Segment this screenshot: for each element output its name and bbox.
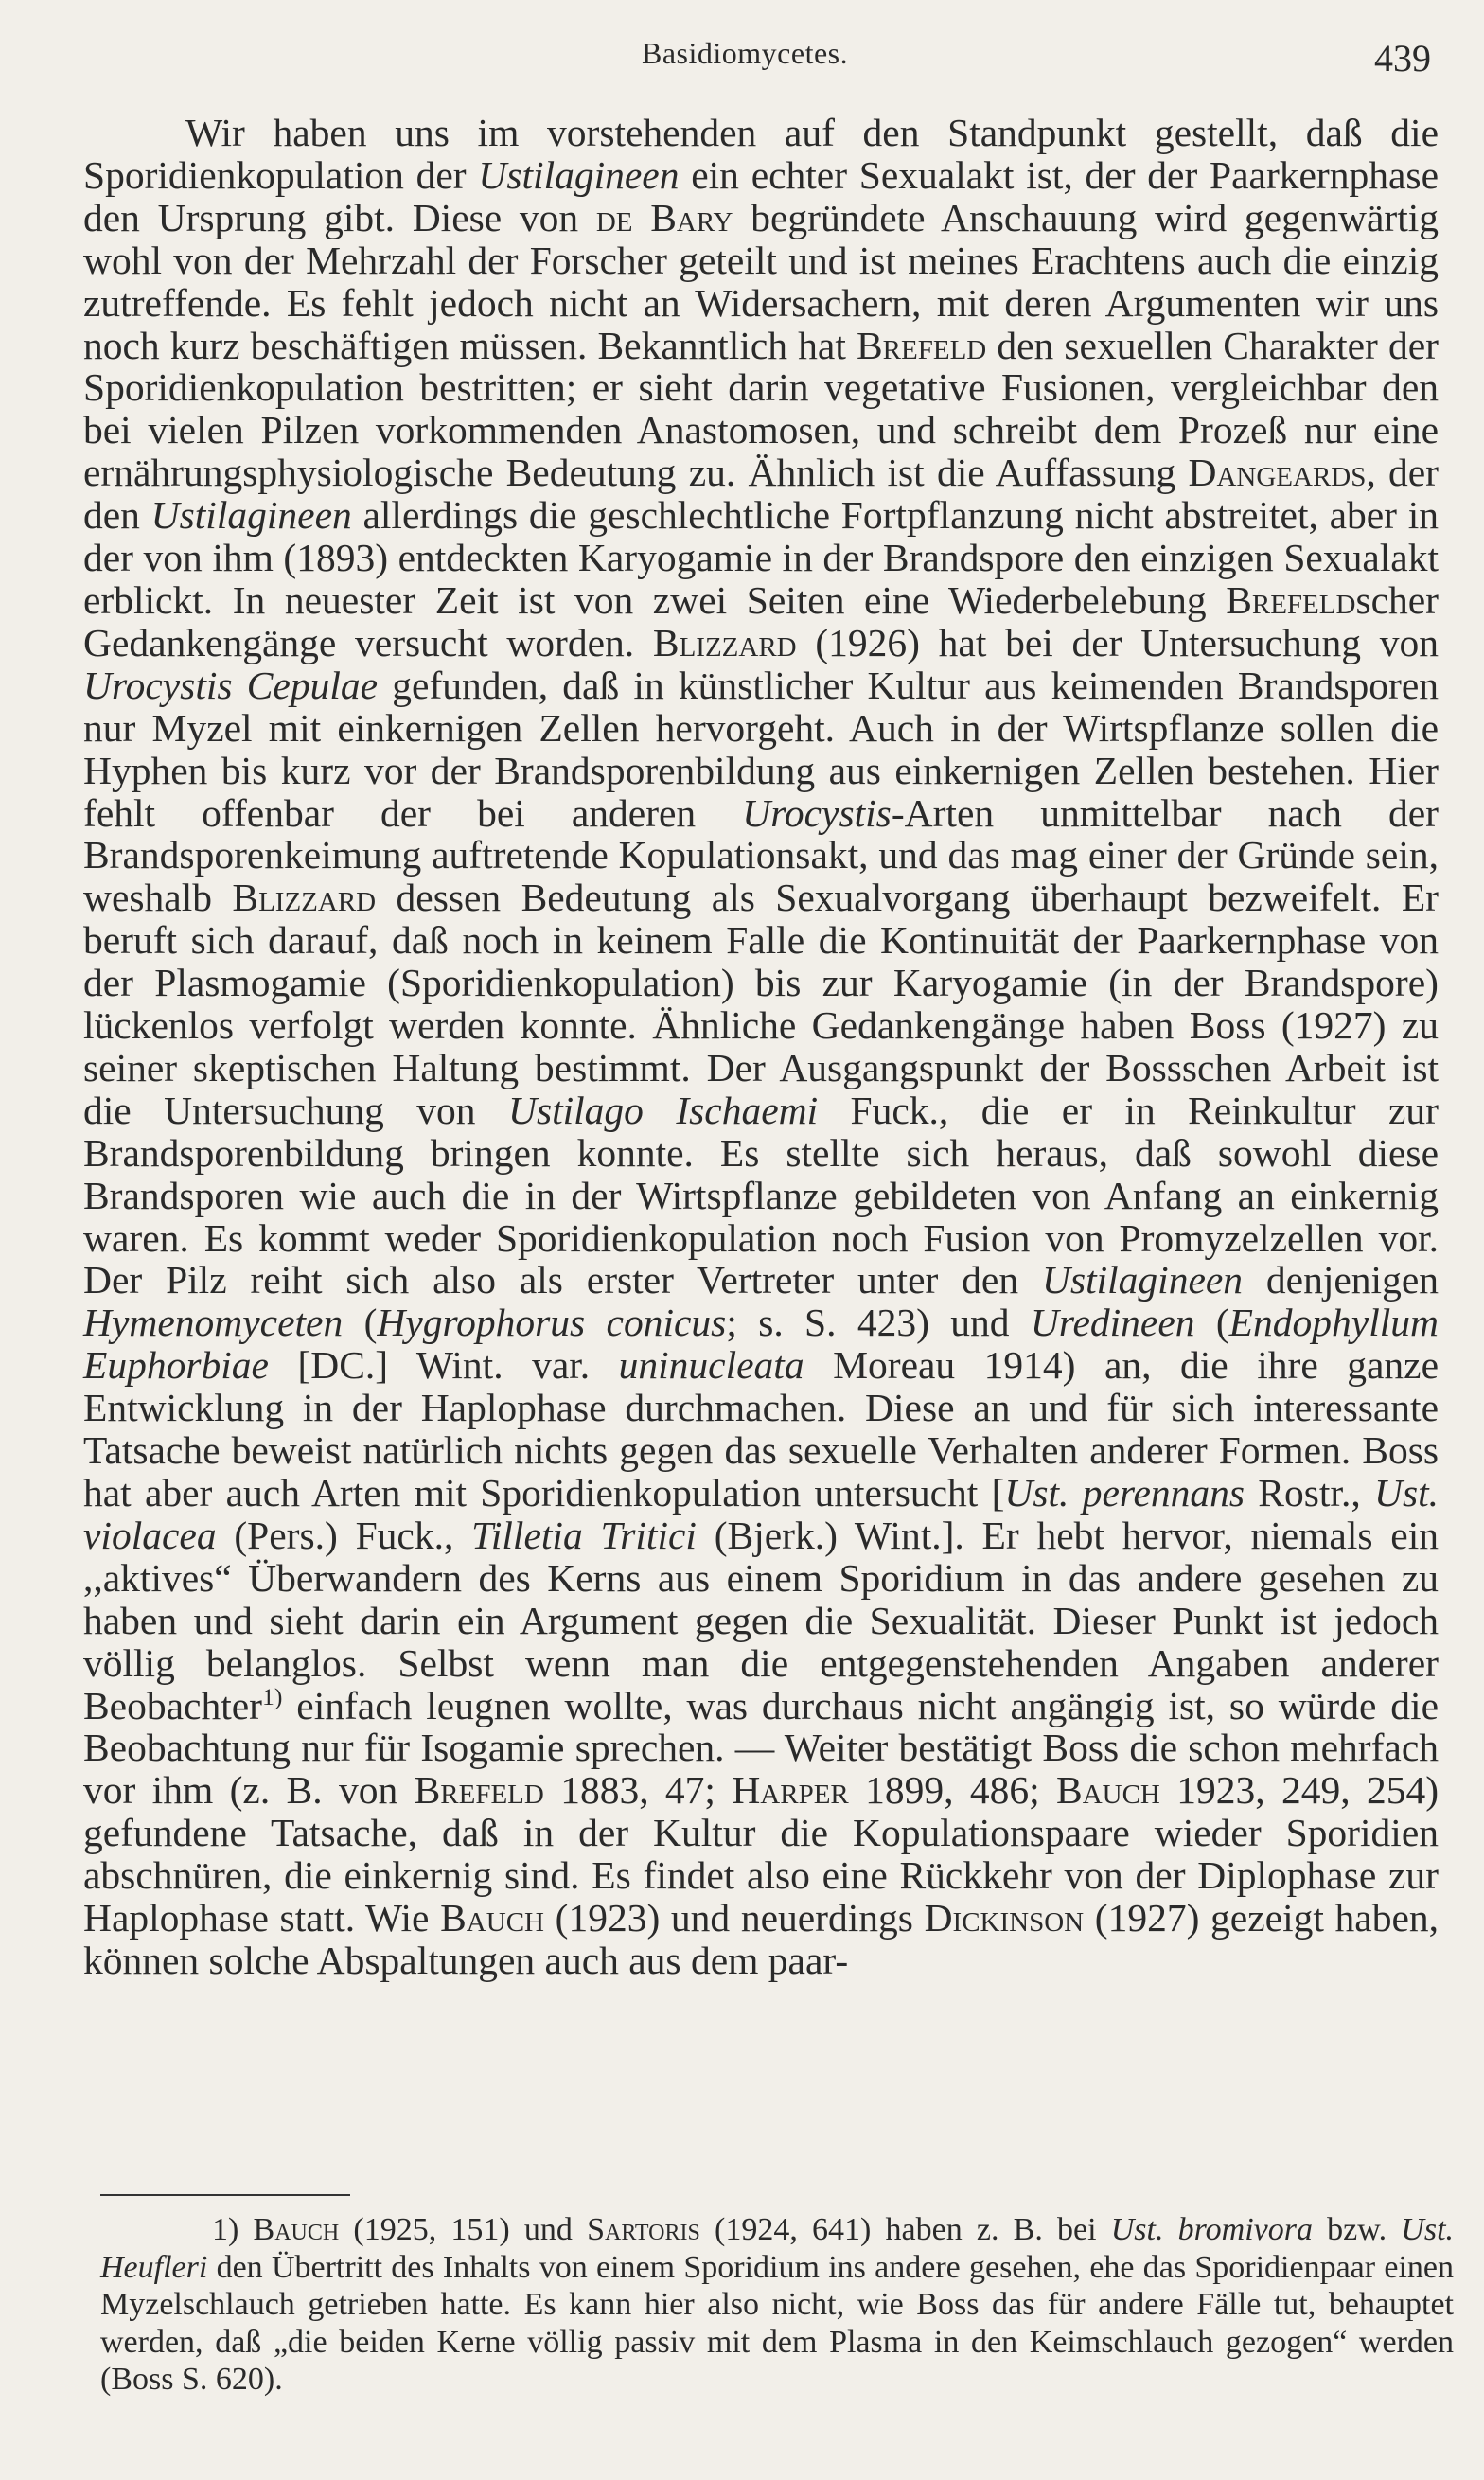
italic-run: Ustilagineen: [1041, 1258, 1244, 1302]
small-caps-run: Bauch: [1056, 1768, 1160, 1813]
footnote-paragraph: [100, 2211, 1454, 2399]
italic-run: Ust. perennans: [1004, 1471, 1246, 1515]
body-text: [83, 112, 1439, 1982]
text-run: bzw.: [1312, 2212, 1402, 2247]
italic-run: Urocystis: [742, 790, 892, 835]
italic-run: Ustilago Ischaemi: [507, 1088, 819, 1132]
text-run: 1883, 47;: [543, 1768, 733, 1813]
italic-run: Endophyllum Euphorbiae: [83, 1301, 1439, 1388]
text-run: (1924, 641) haben z. B. bei: [699, 2212, 1111, 2247]
italic-run: Hygrophorus conicus: [377, 1301, 727, 1345]
small-caps-run: Brefeld: [414, 1768, 544, 1813]
text-run: (1923) und neuerdings: [543, 1896, 925, 1940]
text-run: den Übertritt des Inhalts von einem Sporidium ins andere gesehen, ehe das Sporidienpaar einen Myzelschlauch getrieben hatte. Es kann hier also nicht, wie Boss das für andere Fälle tut, behauptet werden, daß „die beiden Kerne völlig passiv mit dem Plasma in den Keimschlauch gezogen“ werden (Boss S. 620).: [100, 2249, 1454, 2397]
page-number: 439: [1374, 37, 1431, 80]
text-run: (: [1194, 1301, 1229, 1345]
small-caps-run: Harper: [732, 1768, 849, 1813]
text-run: allerdings die geschlechtliche Fortpflanzung nicht abstreitet, aber in der von ihm (1893) entdeckten Karyogamie in der Brandspore den einzigen Sexualakt erblickt. In neuester Zeit ist von zwei Seiten eine Wiederbelebung: [83, 493, 1439, 622]
text-run: (: [343, 1301, 378, 1345]
text-run: [DC.] Wint. var.: [268, 1343, 619, 1388]
small-caps-run: Dickinson: [924, 1896, 1085, 1940]
text-run: scher Gedankengänge versucht worden.: [83, 577, 1439, 664]
small-caps-run: Dangeards: [1188, 451, 1367, 495]
text-run: dessen Bedeutung als Sexualvorgang überhaupt bezweifelt. Er beruft sich darauf, daß noch in keinem Falle die Kontinuität der Paarkernphase von der Plasmogamie (Sporidienkopulation) bis zur Karyogamie (in der Brandspore) lückenlos verfolgt werden konnte. Ähnliche Gedankengänge haben Boss (1927) zu seiner skeptischen Haltung bestimmt. Der Ausgangspunkt der Bossschen Arbeit ist die Untersuchung von: [83, 876, 1439, 1132]
italic-run: uninucleata: [618, 1343, 804, 1388]
small-caps-run: Brefeld: [856, 323, 987, 367]
text-run: ; s. S. 423) und: [726, 1301, 1031, 1345]
text-run: begründete Anschauung wird gegenwärtig wohl von der Mehrzahl der Forscher geteilt und ist meines Erachtens auch die einzig zutreffende. Es fehlt jedoch nicht an Widersachern, mit deren Argumenten wir uns noch kurz beschäftigen müssen. Bekanntlich hat: [83, 195, 1440, 367]
small-caps-run: Sartoris: [587, 2212, 700, 2247]
text-run: (1926) hat bei der Untersuchung von: [796, 620, 1439, 664]
footnote: [100, 2211, 1454, 2399]
italic-run: Hymenomyceten: [83, 1301, 344, 1345]
text-run: Moreau 1914) an, die ihre ganze Entwicklung in der Haplophase durchmachen. Diese an und für sich interessante Tatsache beweist natürlich nichts gegen das sexuelle Verhalten anderer Formen. Boss hat aber auch Arten mit Sporidienkopulation untersucht [: [83, 1343, 1440, 1515]
text-run: 1): [212, 2212, 254, 2247]
italic-run: Ustilagineen: [150, 493, 352, 538]
small-caps-run: Bauch: [440, 1896, 544, 1940]
text-run: einfach leugnen wollte, was durchaus nicht angängig ist, so würde die Beobachtung nur für Isogamie sprechen. — Weiter bestätigt Boss die schon mehrfach vor ihm (z. B. von: [83, 1683, 1439, 1813]
small-caps-run: Blizzard: [232, 876, 377, 920]
footnote-marker: 1): [261, 1682, 283, 1710]
footnote-divider: [100, 2194, 350, 2196]
running-head: Basidiomycetes.: [642, 36, 849, 70]
italic-run: Ust. bromivora: [1110, 2212, 1313, 2247]
text-run: 1899, 486;: [848, 1768, 1057, 1813]
italic-run: Ust. Heufleri: [100, 2212, 1455, 2285]
small-caps-run: Blizzard: [652, 620, 797, 664]
text-run: Rostr.,: [1245, 1471, 1374, 1515]
main-paragraph: [83, 112, 1439, 1982]
text-run: (1927) gezeigt haben, können solche Abspaltungen auch aus dem paar-: [83, 1896, 1439, 1982]
text-run: 1923, 249, 254) gefundene Tatsache, daß in der Kultur die Kopulationspaare wieder Sporidien abschnüren, die einkernig sind. Es findet also eine Rückkehr von der Diplophase zur Haplophase statt. Wie: [83, 1768, 1440, 1940]
italic-run: Uredineen: [1030, 1301, 1195, 1345]
text-run: denjenigen: [1243, 1258, 1439, 1302]
text-run: (Bjerk.) Wint.]. Er hebt hervor, niemals ein ,,aktives“ Überwandern des Kerns aus einem Sporidium in das andere gesehen zu haben und sieht darin ein Argument gegen die Sexualität. Dieser Punkt ist jedoch völlig belanglos. Selbst wenn man die entgegenstehenden Angaben anderer Beobachter: [83, 1513, 1439, 1727]
page-header: [0, 36, 1484, 83]
text-run: ein echter Sexualakt ist, der der Paarkernphase den Ursprung gibt. Diese von: [83, 152, 1439, 239]
text-run: Fuck., die er in Reinkultur zur Brandsporenbildung bringen konnte. Es stellte sich heraus, daß sowohl diese Brandsporen wie auch die in der Wirtspflanze gebildeten von Anfang an einkernig waren. Es kommt weder Sporidienkopulation noch Fusion von Promyzelzellen vor. Der Pilz reiht sich also als erster Vertreter unter den: [83, 1088, 1439, 1302]
text-run: Wir haben uns im vorstehenden auf den Standpunkt gestellt, daß die Sporidienkopulation der: [83, 111, 1439, 197]
italic-run: Tilletia Tritici: [471, 1513, 697, 1557]
text-run: den sexuellen Charakter der Sporidienkopulation bestritten; er sieht darin vegetative Fusionen, vergleichbar den bei vielen Pilzen vorkommenden Anastomosen, und schreibt dem Prozeß nur eine ernährungsphysiologische Bedeutung zu. Ähnlich ist die Auffassung: [83, 323, 1439, 495]
italic-run: Urocystis Cepulae: [83, 663, 379, 707]
small-caps-run: Bauch: [253, 2212, 340, 2247]
small-caps-run: Brefeld: [1226, 577, 1356, 622]
text-run: (1925, 151) und: [339, 2212, 588, 2247]
small-caps-run: de Bary: [595, 195, 733, 239]
italic-run: Ust. violacea: [83, 1471, 1439, 1557]
text-run: -Arten unmittelbar nach der Brandsporenkeimung auftretende Kopulationsakt, und das mag einer der Gründe sein, weshalb: [83, 790, 1440, 920]
text-run: (Pers.) Fuck.,: [216, 1513, 472, 1557]
italic-run: Ustilagineen: [478, 152, 680, 197]
text-run: gefunden, daß in künstlicher Kultur aus keimenden Brandsporen nur Myzel mit einkernigen Zellen hervorgeht. Auch in der Wirtspflanze sollen die Hyphen bis kurz vor der Brandsporenbildung aus einkernigen Zellen bestehen. Hier fehlt offenbar der bei anderen: [83, 663, 1439, 835]
text-run: , der den: [83, 451, 1439, 538]
